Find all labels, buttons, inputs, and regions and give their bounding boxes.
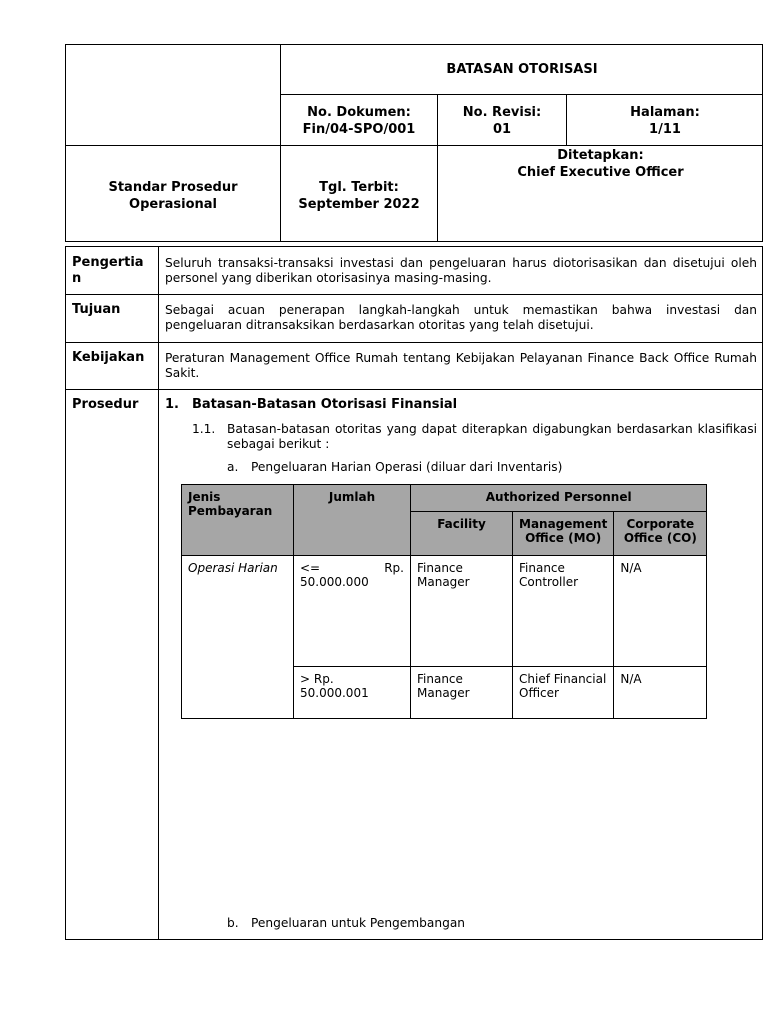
amount-cell: > Rp. 50.000.001: [294, 667, 411, 719]
issue-date: [281, 179, 437, 213]
procedure-item-number: 1.: [165, 397, 179, 412]
header-divider: [66, 145, 763, 146]
pengertian-label: [72, 255, 144, 287]
facility-cell: [411, 667, 513, 719]
payment-type-cell: Operasi Harian: [182, 556, 294, 719]
document-number: [281, 104, 437, 138]
list-item-a-marker: a.: [227, 460, 239, 474]
sop-title-line: Standar Prosedur: [108, 180, 238, 195]
table-row: [182, 556, 707, 667]
management-office-cell: [513, 667, 614, 719]
management-office-cell: [513, 556, 614, 667]
pengertian-text: Seluruh transaksi-transaksi investasi dan pengeluaran harus diotorisasikan dan disetujui oleh personel yang diberikan otorisasinya masing-masing.: [165, 256, 757, 285]
column-header-line: Office (CO): [623, 531, 697, 545]
column-header-authorized-personnel: Authorized Personnel: [411, 485, 707, 512]
issue-date-value: September 2022: [298, 197, 420, 212]
facility-cell: [411, 556, 513, 667]
content-divider: [158, 247, 159, 940]
cell-line: Officer: [519, 686, 559, 700]
issue-date-label: Tgl. Terbit:: [319, 180, 399, 195]
column-header-facility: Facility: [411, 512, 513, 556]
content-divider: [66, 294, 763, 295]
corporate-office-cell: N/A: [614, 556, 707, 667]
document-number-label: No. Dokumen:: [307, 105, 411, 120]
header-divider: [281, 94, 763, 95]
tujuan-text: Sebagai acuan penerapan langkah-langkah untuk memastikan bahwa investasi dan pengeluaran ditransaksikan berdasarkan otoritas yang telah disetujui.: [165, 303, 757, 332]
corporate-office-cell: N/A: [614, 667, 707, 719]
column-header-amount: Jumlah: [294, 485, 411, 556]
sop-title-line: Operasional: [129, 197, 217, 212]
column-header-line: Management: [519, 517, 608, 531]
revision-label: No. Revisi:: [462, 105, 542, 120]
page-number: [567, 104, 763, 138]
tujuan-label: Tujuan: [72, 302, 121, 317]
list-item-a-text: Pengeluaran Harian Operasi (diluar dari Inventaris): [251, 460, 563, 474]
approved-by: [438, 147, 763, 181]
column-header-line: Pembayaran: [188, 504, 273, 518]
kebijakan-label: Kebijakan: [72, 350, 145, 365]
column-header-management-office: [513, 512, 614, 556]
amount-cell: [294, 556, 411, 667]
cell-line: Finance: [417, 561, 463, 575]
amount-operator: <=: [300, 561, 321, 575]
revision-number: [438, 104, 566, 138]
content-divider: [66, 389, 763, 390]
cell-line: Finance: [519, 561, 565, 575]
prosedur-label: Prosedur: [72, 397, 139, 412]
pengertian-label-line: Pengertia: [72, 255, 144, 270]
column-header-corporate-office: [614, 512, 707, 556]
cell-line: Finance: [417, 672, 463, 686]
amount-currency: Rp.: [384, 561, 404, 575]
list-item-b-text: Pengeluaran untuk Pengembangan: [251, 916, 466, 930]
cell-line: Manager: [417, 575, 470, 589]
column-header-line: Office (MO): [525, 531, 602, 545]
content-divider: [66, 342, 763, 343]
column-header-line: Corporate: [626, 517, 695, 531]
page-label: Halaman:: [630, 105, 700, 120]
pengertian-label-line: n: [72, 271, 82, 286]
procedure-item-title: Batasan-Batasan Otorisasi Finansial: [192, 397, 458, 412]
amount-value: 50.000.000: [300, 575, 369, 589]
approved-by-value: Chief Executive Officer: [517, 165, 684, 180]
cell-line: Controller: [519, 575, 579, 589]
cell-line: Chief Financial: [519, 672, 607, 686]
column-header-line: Jenis: [188, 490, 221, 504]
document-header-table: [65, 44, 763, 242]
document-title: BATASAN OTORISASI: [446, 62, 598, 77]
approved-by-label: Ditetapkan:: [557, 148, 644, 163]
revision-value: 01: [492, 122, 512, 137]
kebijakan-text: Peraturan Management Office Rumah tentang Kebijakan Pelayanan Finance Back Office Rumah Sakit.: [165, 351, 757, 380]
cell-line: Manager: [417, 686, 470, 700]
document-number-value: Fin/04-SPO/001: [302, 122, 416, 137]
column-header-payment-type: [182, 485, 294, 556]
subitem-text: Batasan-batasan otoritas yang dapat diterapkan digabungkan berdasarkan klasifikasi sebagai berikut :: [227, 422, 757, 451]
page-value: 1/11: [649, 122, 681, 137]
list-item-b-marker: b.: [227, 916, 239, 930]
authorization-limit-table: [181, 484, 707, 719]
subitem-number: 1.1.: [192, 422, 216, 436]
sop-title: [66, 179, 280, 213]
